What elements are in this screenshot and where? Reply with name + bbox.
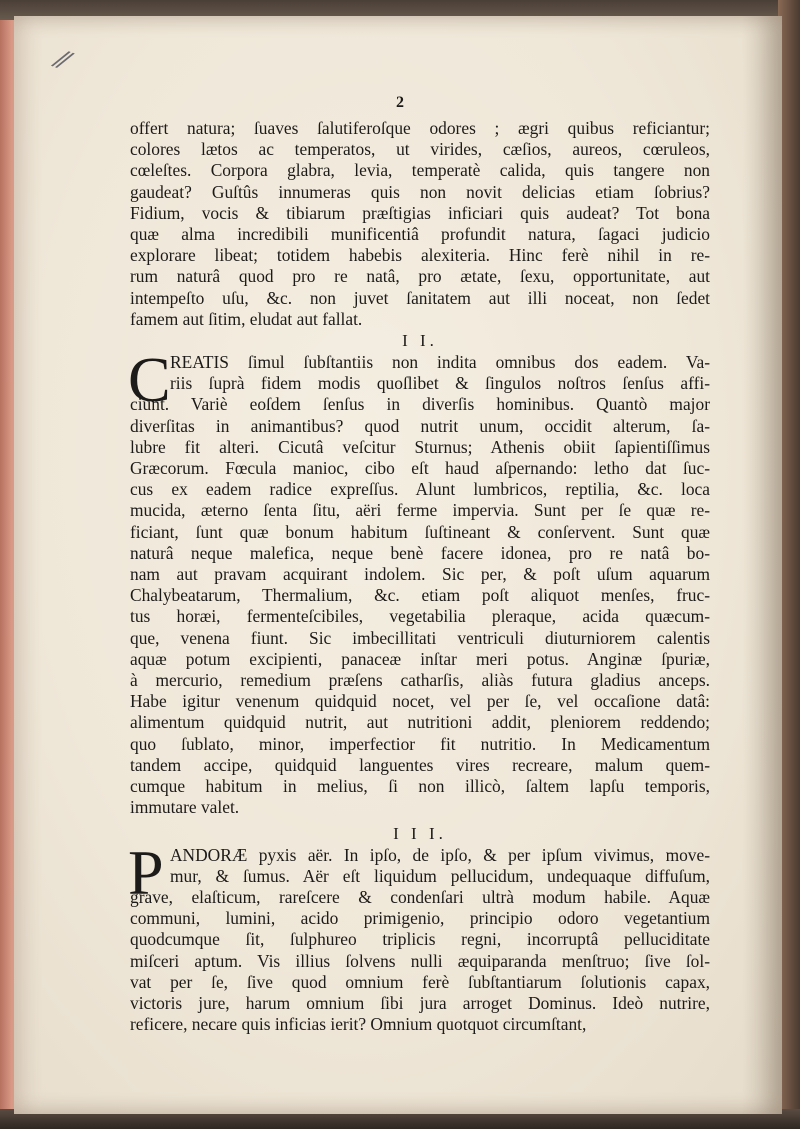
text-line: cœleſtes. Corpora glabra, levia, temperatè calida, quis tangere non — [130, 160, 710, 181]
text-line: Græcorum. Fœcula manioc, cibo eſt haud aſpernando: letho dat ſuc- — [130, 458, 710, 479]
section-3-paragraph — [128, 836, 710, 1036]
text-line: famem aut ſitim, eludat aut fallat. — [130, 308, 363, 329]
text-line: reficere, necare quis inficias ierit? Omnium quotquot circumſtant, — [130, 1014, 587, 1035]
text-line: à mercurio, remedium præſens catharſis, aliàs futura gladius anceps. — [130, 670, 710, 691]
section-heading-2: I I. — [402, 331, 438, 351]
text-line: ciunt. Variè eoſdem ſenſus in diverſis hominibus. Quantò major — [130, 394, 710, 415]
text-line: quæ alma incredibili munificentiâ profundit natura, ſagaci judicio — [130, 224, 710, 245]
text-line: riis ſuprà fidem modis quoſlibet & ſingulos noſtros ſenſus affi- — [170, 373, 710, 394]
text-line: intempeſto uſu, &c. non juvet ſanitatem aut illi noceat, non ſedet — [130, 287, 710, 308]
text-line: vat per ſe, ſive quod omnium ferè ſubſtantiarum ſolutionis capax, — [130, 971, 710, 992]
text-line: Chalybeatarum, Thermalium, &c. etiam poſt aliquot menſes, fruc- — [130, 585, 710, 606]
page-number: 2 — [396, 94, 404, 111]
text-line: REATIS ſimul ſubſtantiis non indita omnibus dos eadem. Va- — [170, 352, 710, 373]
text-line: que, venena fiunt. Sic imbecillitati ventriculi diuturniorem calentis — [130, 627, 710, 648]
text-line: ANDORÆ pyxis aër. In ipſo, de ipſo, & per ipſum vivimus, move- — [170, 844, 710, 865]
text-line: miſceri aptum. Vis illius ſolvens nulli æquiparanda menſtruo; ſive ſol- — [130, 950, 710, 971]
text-line: rum naturâ quod pro re natâ, pro ætate, ſexu, opportunitate, aut — [130, 266, 710, 287]
pencil-mark-icon: ⁄⁄ — [53, 45, 72, 77]
gutter-shadow — [742, 16, 782, 1114]
text-line: gaudeat? Guſtûs innumeras quis non novit delicias etiam ſobrius? — [130, 181, 710, 202]
text-line: colores lætos ac temperatos, ut virides, cæſios, aureos, cœruleos, — [130, 139, 710, 160]
drop-cap-c: C — [128, 344, 171, 416]
text-line: diverſitas in animantibus? quod nutrit unum, occidit alterum, ſa- — [130, 415, 710, 436]
text-line: Habe igitur venenum quidquid nocet, vel per ſe, vel occaſione datâ: — [130, 691, 710, 712]
text-line: mur, & ſumus. Aër eſt liquidum pellucidum, undequaque diffuſum, — [170, 865, 710, 886]
text-line: aquæ potum excipienti, panaceæ inſtar meri potus. Anginæ ſpuriæ, — [130, 648, 710, 669]
text-line: tandem accipe, quidquid languentes vires recreare, malum quem- — [130, 754, 710, 775]
page-text — [130, 118, 710, 1035]
text-line: mucida, æterno ſenta ſitu, aëri ferme impervia. Sunt per ſe quæ re- — [130, 500, 710, 521]
text-line: lubre fit alteri. Cicutâ veſcitur Sturnus; Athenis obiit ſapientiſſimus — [130, 436, 710, 457]
text-line: tus horæi, fermenteſcibiles, vegetabilia pleraque, acida quæcum- — [130, 606, 710, 627]
text-line: naturâ neque malefica, neque benè facere idonea, pro re natâ bo- — [130, 542, 710, 563]
section-2-paragraph — [128, 344, 710, 818]
text-line: grave, elaſticum, rareſcere & condenſari ultrà modum habile. Aquæ — [130, 886, 710, 907]
text-line: alimentum quidquid nutrit, aut nutritioni addit, pleniorem reddendo; — [130, 712, 710, 733]
text-line: cus ex eadem radice expreſſus. Alunt lumbricos, reptilia, &c. loca — [130, 479, 710, 500]
text-line: ficiant, ſunt quæ bonum habitum ſuſtineant & conſervent. Sunt quæ — [130, 521, 710, 542]
text-line: Fidium, vocis & tibiarum præſtigias inficiari quis audeat? Tot bona — [130, 202, 710, 223]
text-line: cumque habitum in melius, ſi non illicò, ſaltem lapſu temporis, — [130, 776, 710, 797]
intro-paragraph — [130, 118, 710, 330]
text-line: communi, lumini, acido primigenio, principio odoro vegetantium — [130, 908, 710, 929]
text-line: explorare libeat; totidem habebis alexiteria. Hinc ferè nihil in re- — [130, 245, 710, 266]
text-line: quo ſublato, minor, imperfectior fit nutritio. In Medicamentum — [130, 733, 710, 754]
text-line: victoris jure, harum omnium ſibi jura arroget Dominus. Ideò nutrire, — [130, 992, 710, 1013]
drop-cap-p: P — [128, 836, 164, 908]
text-line: quodcumque ſit, ſulphureo triplicis regni, incorruptâ pelluciditate — [130, 929, 710, 950]
text-line: immutare valet. — [130, 797, 240, 818]
text-line: offert natura; ſuaves ſalutiferoſque odores ; ægri quibus reficiantur; — [130, 118, 710, 138]
text-line: nam aut pravam acquirant indolem. Sic per, & poſt uſum aquarum — [130, 564, 710, 585]
section-heading-3: I I I. — [393, 823, 447, 843]
